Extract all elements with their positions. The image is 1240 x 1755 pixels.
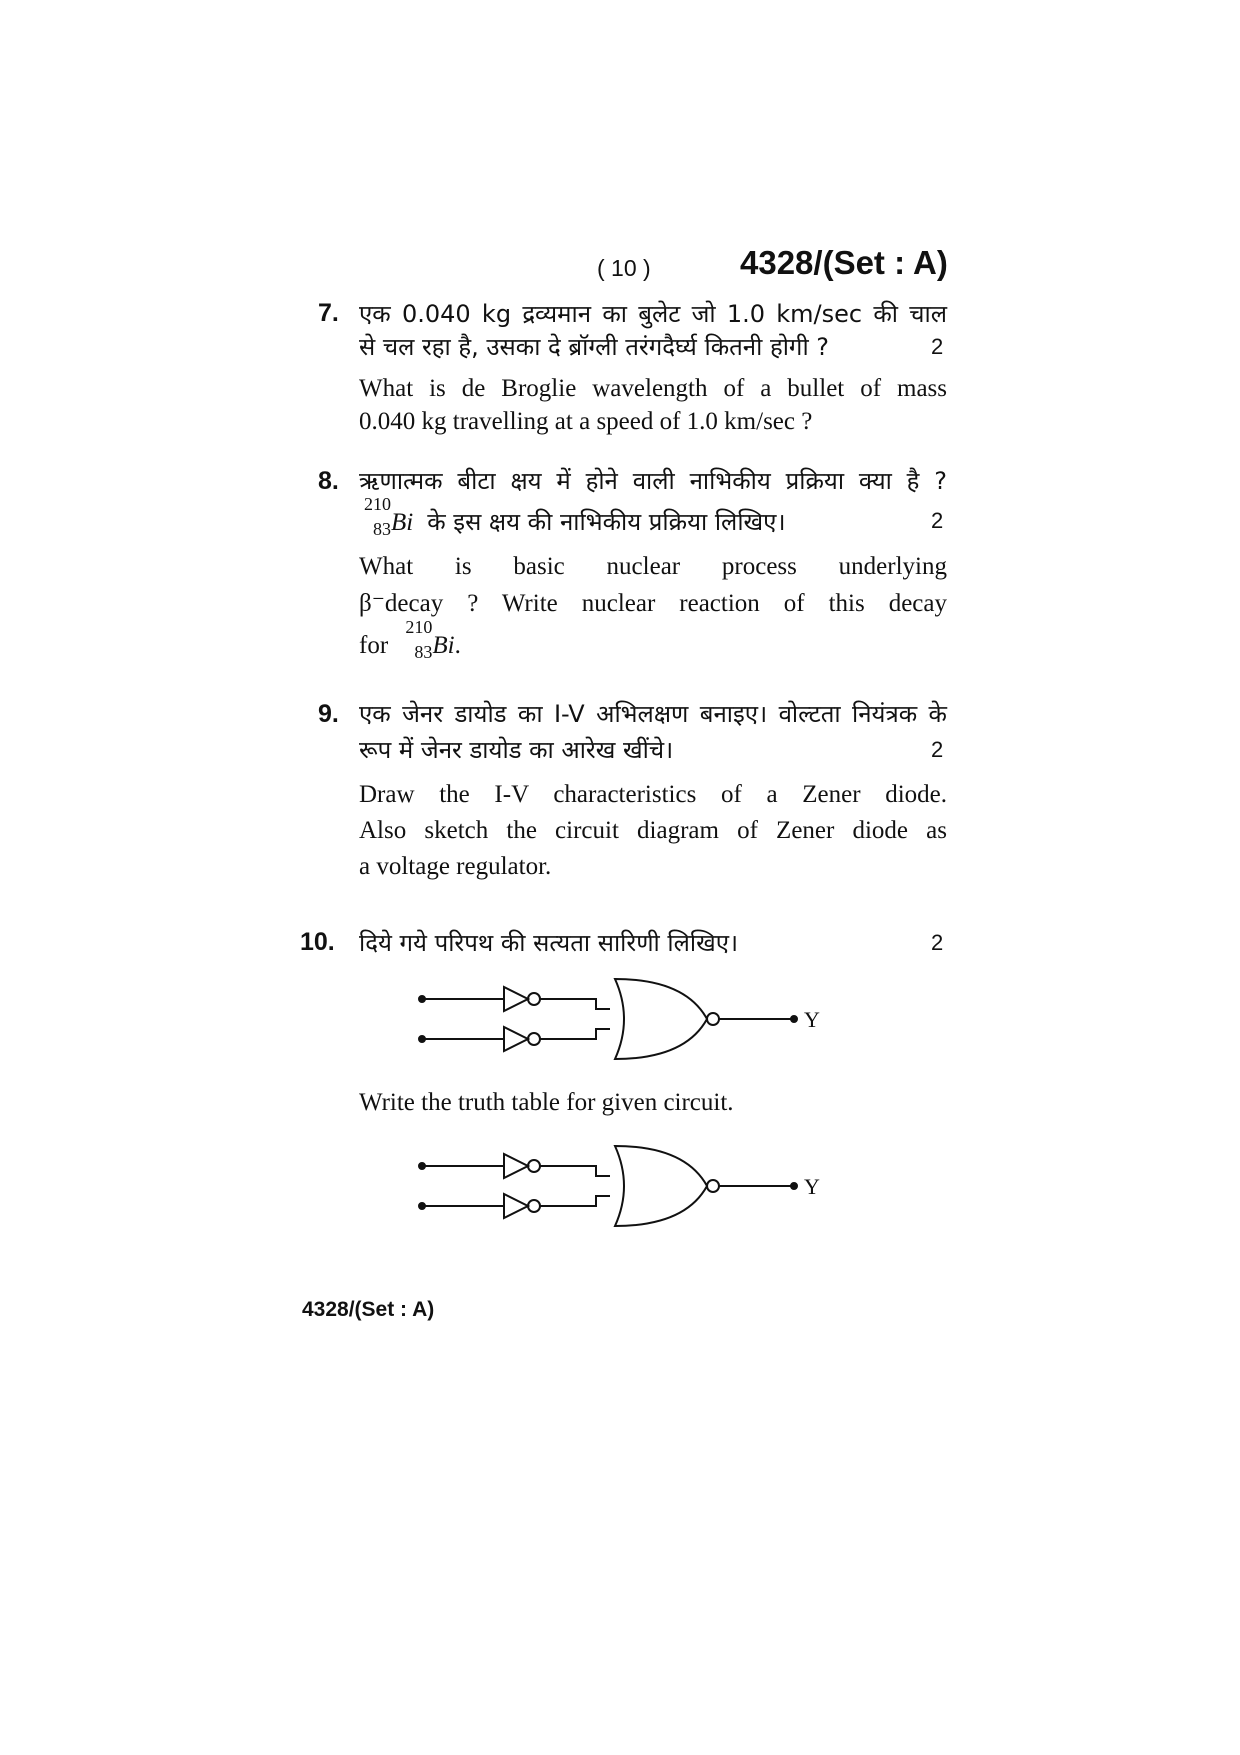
question-8-period: . bbox=[454, 632, 461, 659]
nuclide-symbol-english: Bi bbox=[432, 632, 455, 659]
question-7-hindi-line-1: एक 0.040 kg द्रव्यमान का बुलेट जो 1.0 km/sec की चाल bbox=[359, 300, 947, 328]
logic-circuit-diagram-english bbox=[410, 1142, 830, 1242]
nor-gate-bubble bbox=[707, 1013, 719, 1025]
nuclide-mass-number-english: 210 bbox=[405, 617, 433, 638]
question-9-hindi-line-1: एक जेनर डायोड का I-V अभिलक्षण बनाइए। वोल्टता नियंत्रक के bbox=[359, 700, 947, 728]
nuclide-symbol: Bi bbox=[391, 509, 414, 536]
question-7-marks: 2 bbox=[931, 334, 944, 359]
page-number: ( 10 ) bbox=[597, 255, 651, 281]
question-9-english-line-2: Also sketch the circuit diagram of Zener diode as bbox=[359, 817, 947, 844]
question-8-english-line-3 bbox=[359, 617, 947, 663]
question-7-english-line-2: 0.040 kg travelling at a speed of 1.0 km/sec ? bbox=[359, 408, 813, 435]
question-8-hindi-line-1: ऋणात्मक बीटा क्षय में होने वाली नाभिकीय प्रक्रिया क्या है ? bbox=[359, 467, 947, 495]
question-9-marks: 2 bbox=[931, 737, 944, 762]
logic-circuit-diagram-hindi bbox=[410, 975, 830, 1075]
question-8-english-line-1: What is basic nuclear process underlying bbox=[359, 553, 947, 580]
question-10-english-line-1: Write the truth table for given circuit. bbox=[359, 1089, 734, 1116]
nuclide-atomic-number-english: 83 bbox=[414, 642, 433, 663]
bismuth-nuclide-english bbox=[400, 617, 433, 663]
question-8-for-word: for bbox=[359, 632, 389, 659]
question-9-number: 9. bbox=[318, 700, 339, 728]
question-8-marks: 2 bbox=[931, 508, 944, 533]
question-8-hindi-text: के इस क्षय की नाभिकीय प्रक्रिया लिखिए। bbox=[427, 508, 786, 536]
output-terminal bbox=[791, 1183, 797, 1189]
question-9-hindi-line-2: रूप में जेनर डायोड का आरेख खींचे। bbox=[359, 736, 674, 764]
nor-gate bbox=[615, 1146, 707, 1226]
not-gate-a bbox=[504, 1154, 528, 1178]
nuclide-atomic-number: 83 bbox=[373, 519, 391, 540]
question-7-number: 7. bbox=[318, 299, 339, 327]
question-8-hindi-line-2 bbox=[359, 494, 947, 540]
output-label-y-english: Y bbox=[804, 1174, 820, 1199]
question-8-number: 8. bbox=[318, 467, 339, 495]
nuclide-mass-number: 210 bbox=[364, 494, 391, 515]
question-7-hindi-line-2: से चल रहा है, उसका दे ब्रॉग्ली तरंगदैर्घ्य कितनी होगी ? bbox=[359, 333, 830, 361]
nor-gate bbox=[615, 979, 707, 1059]
paper-code-footer: 4328/(Set : A) bbox=[302, 1298, 435, 1321]
bismuth-nuclide bbox=[359, 494, 391, 540]
question-10-marks: 2 bbox=[931, 930, 944, 955]
output-label-y: Y bbox=[804, 1007, 820, 1032]
output-terminal bbox=[791, 1016, 797, 1022]
not-gate-b bbox=[504, 1194, 528, 1218]
question-9-english-line-3: a voltage regulator. bbox=[359, 853, 552, 880]
question-10-hindi-line-1: दिये गये परिपथ की सत्यता सारिणी लिखिए। bbox=[359, 929, 739, 957]
paper-code-header: 4328/(Set : A) bbox=[740, 244, 948, 281]
question-8-english-line-2: β⁻decay ? Write nuclear reaction of this decay bbox=[359, 590, 947, 617]
question-9-english-line-1: Draw the I-V characteristics of a Zener diode. bbox=[359, 781, 947, 808]
not-gate-a bbox=[504, 987, 528, 1011]
question-10-number: 10. bbox=[300, 928, 335, 956]
not-gate-b bbox=[504, 1027, 528, 1051]
nor-gate-bubble bbox=[707, 1180, 719, 1192]
question-7-english-line-1: What is de Broglie wavelength of a bullet of mass bbox=[359, 375, 947, 402]
